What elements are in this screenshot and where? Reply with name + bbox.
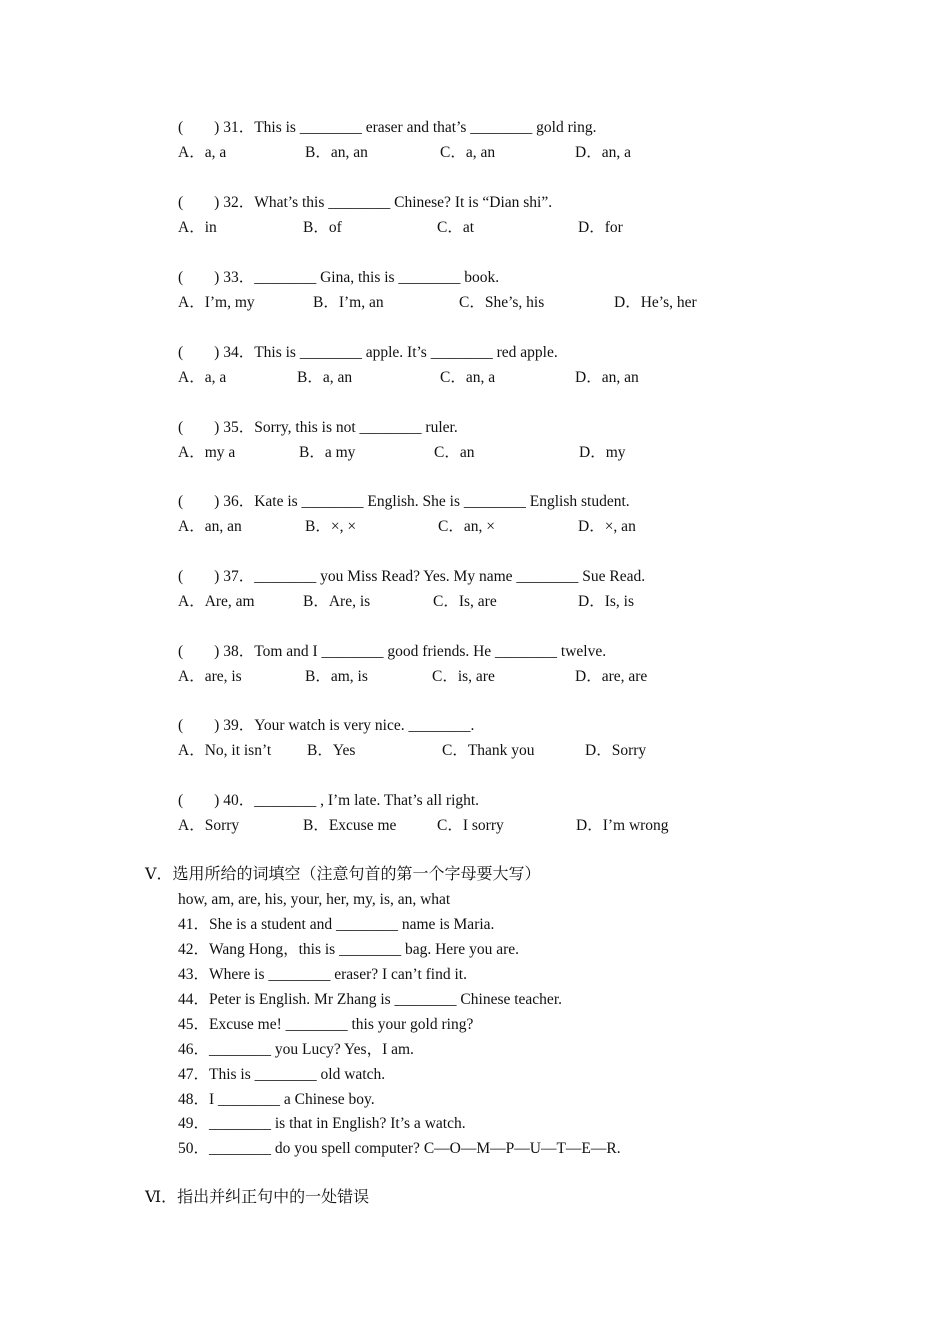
section-5-word-bank: how, am, are, his, your, her, my, is, an, what bbox=[178, 891, 451, 908]
fill-blank-item-48: 48．I ________ a Chinese boy. bbox=[178, 1091, 375, 1108]
question-39-option-d: D．Sorry bbox=[585, 742, 647, 759]
question-33-option-d: D．He’s, her bbox=[614, 294, 697, 311]
question-32-stem: ( ) 32．What’s this ________ Chinese? It is “Dian shi”. bbox=[178, 194, 553, 211]
question-32-option-b: B．of bbox=[303, 219, 342, 236]
question-39-option-b: B．Yes bbox=[307, 742, 356, 759]
question-34-option-b: B．a, an bbox=[297, 369, 353, 386]
question-37-option-b: B．Are, is bbox=[303, 593, 371, 610]
question-37-option-c: C．Is, are bbox=[433, 593, 497, 610]
question-38-option-a: A．are, is bbox=[178, 668, 242, 685]
question-38-option-d: D．are, are bbox=[575, 668, 648, 685]
question-40-option-c: C．I sorry bbox=[437, 817, 504, 834]
fill-blank-item-43: 43．Where is ________ eraser? I can’t find it. bbox=[178, 966, 467, 983]
question-40-stem: ( ) 40．________ , I’m late. That’s all right. bbox=[178, 792, 480, 809]
question-39-stem: ( ) 39．Your watch is very nice. ________. bbox=[178, 717, 475, 734]
fill-blank-item-50: 50．________ do you spell computer? C—O—M—P—U—T—E—R. bbox=[178, 1140, 621, 1157]
question-35-option-b: B．a my bbox=[299, 444, 356, 461]
question-40-option-b: B．Excuse me bbox=[303, 817, 397, 834]
question-37-option-d: D．Is, is bbox=[578, 593, 634, 610]
question-32-option-a: A．in bbox=[178, 219, 217, 236]
fill-blank-item-46: 46．________ you Lucy? Yes，I am. bbox=[178, 1041, 414, 1058]
question-39-option-c: C．Thank you bbox=[442, 742, 535, 759]
question-33-option-a: A．I’m, my bbox=[178, 294, 255, 311]
question-35-option-d: D．my bbox=[579, 444, 626, 461]
question-33-option-b: B．I’m, an bbox=[313, 294, 384, 311]
section-5-title: Ⅴ．选用所给的词填空（注意句首的第一个字母要大写） bbox=[145, 866, 541, 883]
fill-blank-item-44: 44．Peter is English. Mr Zhang is ________ Chinese teacher. bbox=[178, 991, 562, 1008]
section-6-title: Ⅵ．指出并纠正句中的一处错误 bbox=[145, 1189, 370, 1206]
question-35-option-a: A．my a bbox=[178, 444, 236, 461]
question-31-option-a: A．a, a bbox=[178, 144, 227, 161]
question-38-option-b: B．am, is bbox=[305, 668, 368, 685]
question-36-option-a: A．an, an bbox=[178, 518, 242, 535]
fill-blank-item-41: 41．She is a student and ________ name is Maria. bbox=[178, 916, 495, 933]
question-38-stem: ( ) 38．Tom and I ________ good friends. He ________ twelve. bbox=[178, 643, 607, 660]
question-40-option-a: A．Sorry bbox=[178, 817, 240, 834]
fill-blank-item-45: 45．Excuse me! ________ this your gold ring? bbox=[178, 1016, 474, 1033]
question-33-stem: ( ) 33．________ Gina, this is ________ book. bbox=[178, 269, 500, 286]
question-36-option-b: B．×, × bbox=[305, 518, 357, 535]
question-31-option-c: C．a, an bbox=[440, 144, 496, 161]
question-40-option-d: D．I’m wrong bbox=[576, 817, 669, 834]
fill-blank-item-47: 47．This is ________ old watch. bbox=[178, 1066, 386, 1083]
question-37-stem: ( ) 37．________ you Miss Read? Yes. My name ________ Sue Read. bbox=[178, 568, 646, 585]
question-35-option-c: C．an bbox=[434, 444, 475, 461]
question-36-option-d: D．×, an bbox=[578, 518, 636, 535]
question-34-stem: ( ) 34．This is ________ apple. It’s ________ red apple. bbox=[178, 344, 558, 361]
question-31-option-d: D．an, a bbox=[575, 144, 631, 161]
question-32-option-c: C．at bbox=[437, 219, 475, 236]
question-34-option-d: D．an, an bbox=[575, 369, 639, 386]
question-38-option-c: C．is, are bbox=[432, 668, 495, 685]
question-35-stem: ( ) 35．Sorry, this is not ________ ruler. bbox=[178, 419, 458, 436]
question-39-option-a: A．No, it isn’t bbox=[178, 742, 272, 759]
question-31-stem: ( ) 31．This is ________ eraser and that’s ________ gold ring. bbox=[178, 119, 597, 136]
question-31-option-b: B．an, an bbox=[305, 144, 368, 161]
fill-blank-item-42: 42．Wang Hong，this is ________ bag. Here you are. bbox=[178, 941, 519, 958]
question-36-option-c: C．an, × bbox=[438, 518, 495, 535]
question-32-option-d: D．for bbox=[578, 219, 623, 236]
question-33-option-c: C．She’s, his bbox=[459, 294, 545, 311]
question-37-option-a: A．Are, am bbox=[178, 593, 255, 610]
question-36-stem: ( ) 36．Kate is ________ English. She is ________ English student. bbox=[178, 493, 630, 510]
fill-blank-item-49: 49．________ is that in English? It’s a watch. bbox=[178, 1115, 466, 1132]
question-34-option-a: A．a, a bbox=[178, 369, 227, 386]
question-34-option-c: C．an, a bbox=[440, 369, 496, 386]
